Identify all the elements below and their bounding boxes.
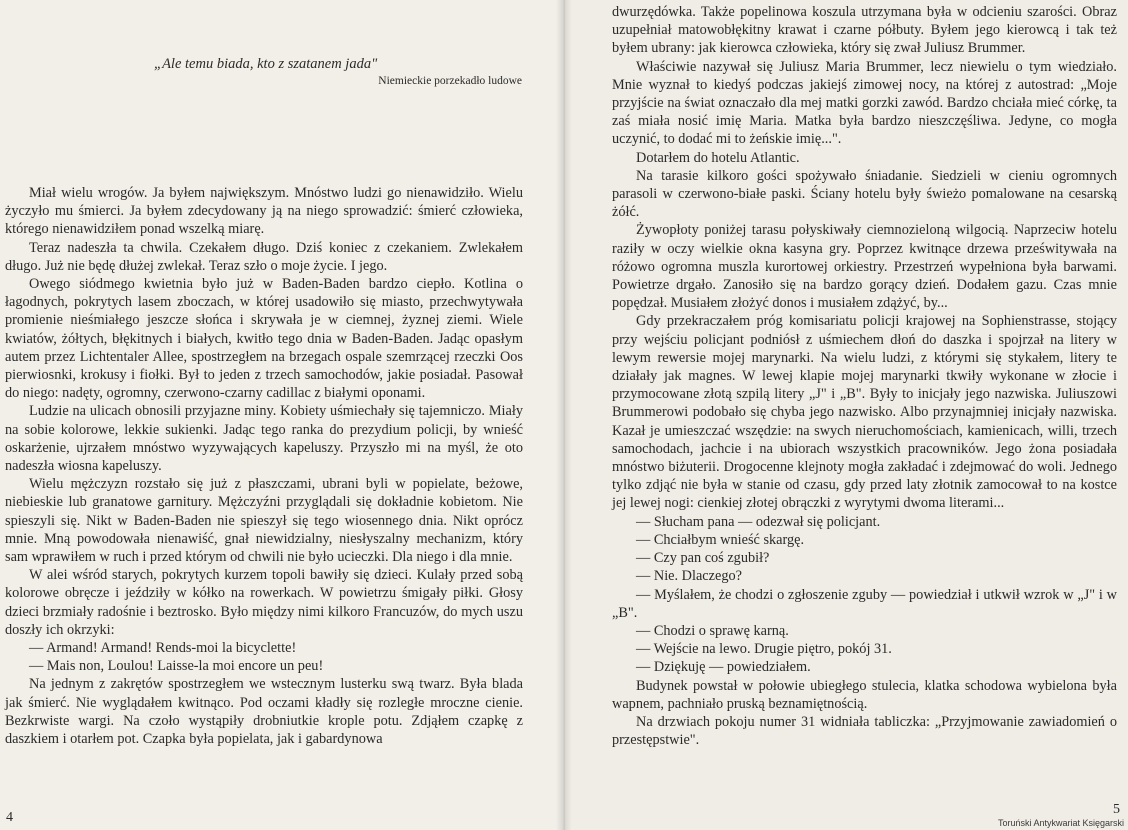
dialogue-line: — Mais non, Loulou! Laisse-la moi encore un peu! [29,658,324,675]
paragraph-continuation: dwurzędówka. Także popelinowa koszula utrzymana była w odcieniu szarości. Obraz uzupełniał matowobłękitny krawat i czarne półbuty. Byłem jego kierowcą i tak też byłem ubrany: jak kierowca człowieka, który się zwał Juliusz Brummer. [612,4,1117,57]
paragraph: Owego siódmego kwietnia było już w Baden-Baden bardzo ciepło. Kotlina o łagodnych, pokrytych lasem zboczach, w której usadowiło się miasto, przechwytywała promienie nieśmiałego jeszcze słońca i skrywała je w ciemnej, żyznej ziemi. Wiele kwiatów, żółtych, błękitnych i białych, kwitło tego dnia w Baden-Baden. Jadąc opasłym autem przez Lichtentaler Allee, spostrzegłem na brzegach ospale szemrzącej rzeczki Oos pierwiosnki, krokusy i fiołki. Był to jeden z trzech samochodów, jakie posiadał. Pasował do niego: nadęty, ogromny, czerwono-czarny cadillac z białymi oponami. [5,276,523,402]
paragraph: Gdy przekraczałem próg komisariatu policji krajowej na Sophienstrasse, stojący przy wejściu policjant podniósł z uśmiechem dłoń do daszka i spojrzał na litery w lewym rewersie mojej marynarki. Na wielu ludzi, z którymi się stykałem, litery te działały jak magnes. W lewej klapie mojej marynarki tkwiły wykonane w złocie i przymocowane złotą szpilą litery „J" i „B". Były to inicjały jego nazwiska. Juliuszowi Brummerowi podobało się chyba jego nazwisko. Albo przynajmniej inicjały nazwiska. Kazał je umieszczać wszędzie: na swych nieruchomościach, kamienicach, willi, trzech samochodach, jachcie i na ubiorach wszystkich pracowników. Jego żona posiadała mnóstwo biżuterii. Drogocenne klejnoty mogła zakładać i zdejmować do woli. Jednego tylko zdjąć nie była w stanie od czasu, gdy przed laty złotnik zamocował to na kostce jej lewej nogi: cienkiej złotej obrączki z wyrytymi dwoma literami... [612,313,1117,512]
paragraph: W alei wśród starych, pokrytych kurzem topoli bawiły się dzieci. Kulały przed sobą kolorowe obręcze i jeździły w kółko na rowerkach. W powietrzu śmigały piłki. Głosy dzieci brzmiały radośnie i beztrosko. Było między nimi kilkoro Francuzów, do mych uszu doszły ich okrzyki: [5,567,523,638]
right-page-text [612,3,1117,749]
epigraph-source: Niemieckie porzekadło ludowe [378,75,522,87]
book-gutter-shadow [556,0,572,830]
page-number-left: 4 [6,810,13,825]
dialogue-line: — Słucham pana — odezwał się policjant. [636,513,881,530]
dialogue-line: — Chciałbym wnieść skargę. [636,531,805,548]
watermark: Toruński Antykwariat Księgarski [997,818,1124,828]
epigraph-quote: „Ale temu biada, kto z szatanem jada" [154,56,378,72]
dialogue-line: — Myślałem, że chodzi o zgłoszenie zguby — powiedział i utkwił wzrok w „J" i w „B". [612,586,1117,621]
page-number-right: 5 [1113,802,1120,817]
dialogue-line: — Czy pan coś zgubił? [636,550,770,567]
paragraph: Wielu mężczyzn rozstało się już z płaszczami, ubrani byli w popielate, beżowe, niebieskie lub granatowe garnitury. Mężczyźni przyglądali się dokładnie kobietom. Nie spieszyli się. Nikt w Baden-Baden nie spieszył się tego wiosennego dnia. Nikt oprócz mnie. Mną powodowała nienawiść, gnał niewidzialny, niesłyszalny mechanizm, który sam wprawiłem w ruch i przed którym od chwili nie było ucieczki. Dla niego i dla mnie. [5,476,523,566]
dialogue-line: — Nie. Dlaczego? [636,568,742,585]
paragraph: Ludzie na ulicach obnosili przyjazne miny. Kobiety uśmiechały się tajemniczo. Miały na sobie kolorowe, lekkie sukienki. Jadąc tego ranka do prezydium policji, by wnieść oskarżenie, ujrzałem mnóstwo wyzywających kapeluszy. Przyszło mi na myśl, że oto nadeszła wiosna kapeluszy. [5,403,523,475]
paragraph: Na jednym z zakrętów spostrzegłem we wstecznym lusterku swą twarz. Była blada jak śmierć. Nie wyglądałem kwitnąco. Pod oczami kładły się rozległe mroczne cienie. Bezkrwiste wargi. Na czoło wystąpiły drobniutkie krople potu. Zdjąłem czapkę z daszkiem i otarłem pot. Czapka była popielata, jak i gabardynowa [5,676,523,748]
paragraph: Na drzwiach pokoju numer 31 widniała tabliczka: „Przyjmowanie zawiadomień o przestępstwie". [612,713,1117,749]
paragraph: Dotarłem do hotelu Atlantic. [636,149,800,166]
epigraph [150,56,522,87]
left-page-text [5,184,523,748]
dialogue-line: — Dziękuję — powiedziałem. [636,659,811,676]
paragraph: Teraz nadeszła ta chwila. Czekałem długo. Dziś koniec z czekaniem. Zwlekałem długo. Już nie będę dłużej zwlekał. Teraz szło o moje życie. I jego. [5,239,523,274]
paragraph: Na tarasie kilkoro gości spożywało śniadanie. Siedzieli w cieniu ogromnych parasoli w czerwono-białe paski. Ściany hotelu były świeżo pomalowane na cesarską żółć. [612,167,1117,221]
paragraph: Budynek powstał w połowie ubiegłego stulecia, klatka schodowa wybielona była wapnem, pachniało pruską beznamiętnością. [612,677,1117,712]
paragraph: Miał wielu wrogów. Ja byłem największym. Mnóstwo ludzi go nienawidziło. Wielu życzyło mu śmierci. Ja byłem zdecydowany ją na niego sprowadzić: śmierć człowieka, którego nienawidziłem ponad wszelką miarę. [5,185,523,238]
dialogue-line: — Wejście na lewo. Drugie piętro, pokój 31. [636,641,892,658]
paragraph: Żywopłoty poniżej tarasu połyskiwały ciemnozieloną wilgocią. Naprzeciw hotelu raziły w oczy wielkie okna kasyna gry. Poprzez kwitnące drzewa prześwitywała na różowo ogromna muszla kurortowej orkiestry. Przestrzeń wypełniona była barwami. Powietrze drgało. Zanosiło się na bardzo gorący dzień. Dodałem gazu. Czas mnie popędzał. Musiałem złożyć donos i musiałem zdążyć, by... [612,222,1117,312]
paragraph: Właściwie nazywał się Juliusz Maria Brummer, lecz niewielu o tym wiedziało. Mnie wyznał to kiedyś podczas jakiejś zimowej nocy, na której z autostrad: „Moje przyjście na świat oznaczało dla mej matki gorzki zawód. Bardzo chciała mieć córkę, ta zaś miała nosić imię Maria. Matka była bardzo nieszczęśliwa. Jedyne, co mogła uczynić, to dodać mi to żeńskie imię...". [612,58,1117,148]
dialogue-line: — Chodzi o sprawę karną. [636,622,789,639]
dialogue-line: — Armand! Armand! Rends-moi la bicyclette! [29,640,297,657]
